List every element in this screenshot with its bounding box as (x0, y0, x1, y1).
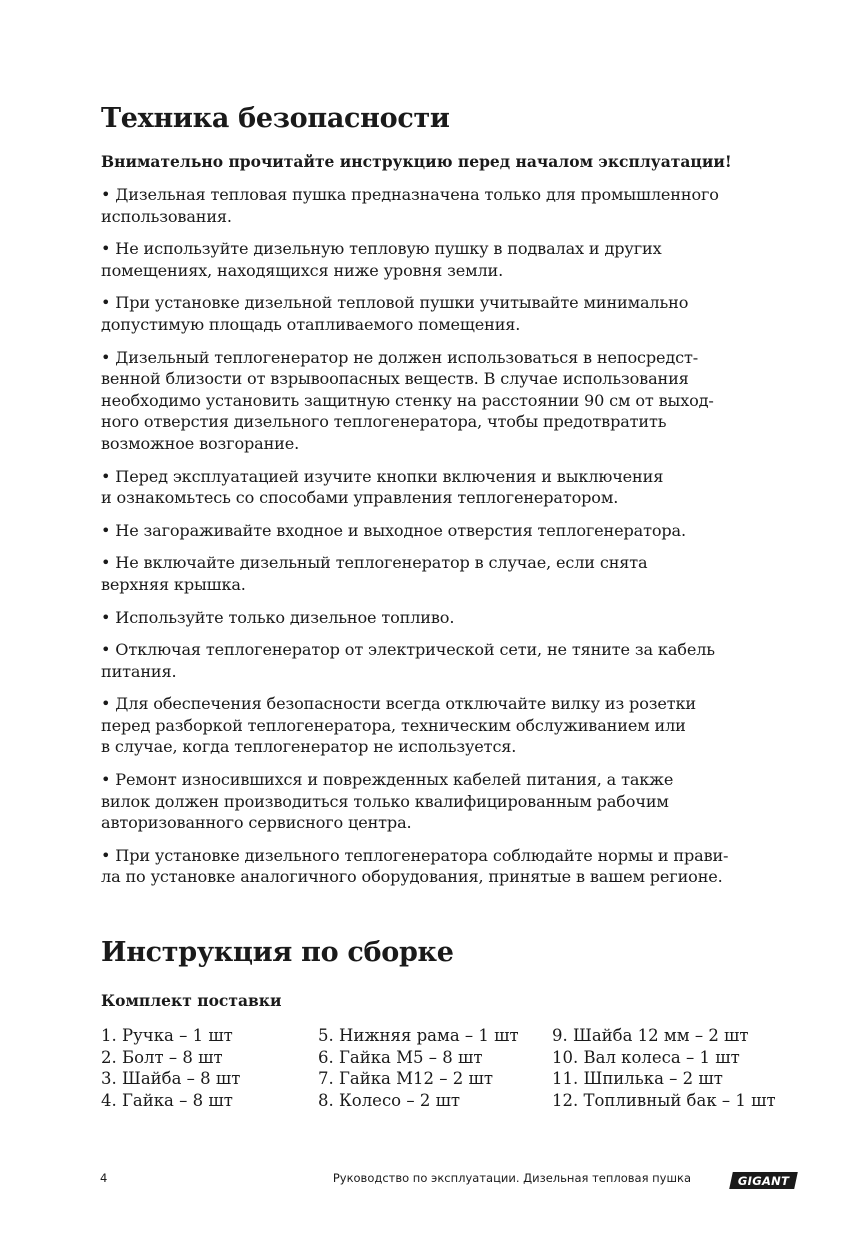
safety-rule-line: помещениях, находящихся ниже уровня земли. (101, 260, 504, 280)
kit-item: 12. Топливный бак – 1 шт (552, 1090, 776, 1110)
safety-rule (101, 845, 791, 888)
safety-rule-line: • Отключая теплогенератор от электрической сети, не тяните за кабель (101, 640, 715, 660)
safety-rule-line: • При установке дизельного теплогенератора соблюдайте нормы и прави- (101, 845, 729, 865)
footer-document-title: Руководство по эксплуатации. Дизельная тепловая пушка (332, 1171, 691, 1185)
safety-section-title: Техника безопасности (101, 103, 450, 134)
kit-item: 4. Гайка – 8 шт (101, 1090, 233, 1110)
safety-rule-line: • Ремонт износившихся и поврежденных кабелей питания, а также (101, 770, 674, 790)
assembly-section-title: Инструкция по сборке (101, 937, 454, 968)
safety-rule (101, 520, 791, 542)
safety-rule-line: • Перед эксплуатацией изучите кнопки включения и выключения (101, 466, 664, 486)
safety-rule-line: венной близости от взрывоопасных веществ. В случае использования (101, 369, 689, 389)
gigant-logo (729, 1172, 798, 1189)
kit-item: 7. Гайка М12 – 2 шт (318, 1069, 493, 1088)
safety-rule (101, 552, 791, 595)
kit-column-1 (101, 1025, 240, 1111)
safety-rule-line: • Используйте только дизельное топливо. (101, 607, 455, 627)
safety-rule (101, 347, 791, 455)
safety-rule-line: допустимую площадь отапливаемого помещения. (101, 314, 521, 334)
kit-item: 3. Шайба – 8 шт (101, 1069, 241, 1088)
page-number: 4 (100, 1171, 108, 1185)
safety-rule-line: авторизованного сервисного центра. (101, 813, 412, 833)
safety-rule-line: использования. (101, 206, 232, 226)
safety-rule-line: • Для обеспечения безопасности всегда отключайте вилку из розетки (101, 694, 696, 714)
safety-rule-line: • При установке дизельной тепловой пушки учитывайте минимально (101, 293, 689, 313)
safety-rule-line: ного отверстия дизельного теплогенератора, чтобы предотвратить (101, 412, 667, 432)
safety-rule (101, 184, 791, 227)
kit-item: 5. Нижняя рама – 1 шт (318, 1026, 519, 1045)
safety-rule-line: возможное возгорание. (101, 433, 300, 453)
safety-rule-line: ла по установке аналогичного оборудования, принятые в вашем регионе. (101, 867, 723, 887)
safety-rule-line: • Дизельный теплогенератор не должен использоваться в непосредст- (101, 347, 699, 367)
safety-rule-line: в случае, когда теплогенератор не используется. (101, 737, 517, 757)
safety-rule-line: верхняя крышка. (101, 574, 246, 594)
safety-rule (101, 607, 791, 629)
safety-rule-line: питания. (101, 661, 177, 681)
safety-rule-line: перед разборкой теплогенератора, техническим обслуживанием или (101, 715, 686, 735)
safety-rule (101, 769, 791, 834)
kit-item: 11. Шпилька – 2 шт (552, 1069, 723, 1088)
kit-title: Комплект поставки (101, 991, 282, 1010)
kit-item: 6. Гайка М5 – 8 шт (318, 1047, 483, 1067)
kit-column-2 (318, 1025, 519, 1111)
kit-item: 9. Шайба 12 мм – 2 шт (552, 1026, 749, 1045)
kit-item: 2. Болт – 8 шт (101, 1047, 223, 1067)
safety-rule-line: вилок должен производиться только квалифицированным рабочим (101, 791, 669, 811)
safety-rule (101, 466, 791, 509)
kit-column-3 (552, 1025, 776, 1111)
safety-rule-line: • Не загораживайте входное и выходное отверстия теплогенератора. (101, 520, 686, 540)
safety-rule-line: необходимо установить защитную стенку на расстоянии 90 см от выход- (101, 390, 714, 410)
safety-rule (101, 238, 791, 281)
safety-rule (101, 292, 791, 335)
kit-item: 8. Колесо – 2 шт (318, 1090, 461, 1110)
safety-rules-list (101, 184, 791, 899)
safety-rule-line: • Не используйте дизельную тепловую пушку в подвалах и других (101, 239, 662, 259)
safety-rule (101, 693, 791, 758)
safety-rule-line: • Дизельная тепловая пушка предназначена только для промышленного (101, 185, 719, 204)
kit-item: 10. Вал колеса – 1 шт (552, 1047, 740, 1067)
safety-rule-line: • Не включайте дизельный теплогенератор в случае, если снята (101, 553, 648, 573)
logo-text: GIGANT (737, 1173, 790, 1188)
safety-rule-line: и ознакомьтесь со способами управления теплогенератором. (101, 488, 619, 508)
safety-warning: Внимательно прочитайте инструкцию перед началом эксплуатации! (101, 152, 732, 171)
kit-item: 1. Ручка – 1 шт (101, 1026, 233, 1045)
safety-rule (101, 639, 791, 682)
